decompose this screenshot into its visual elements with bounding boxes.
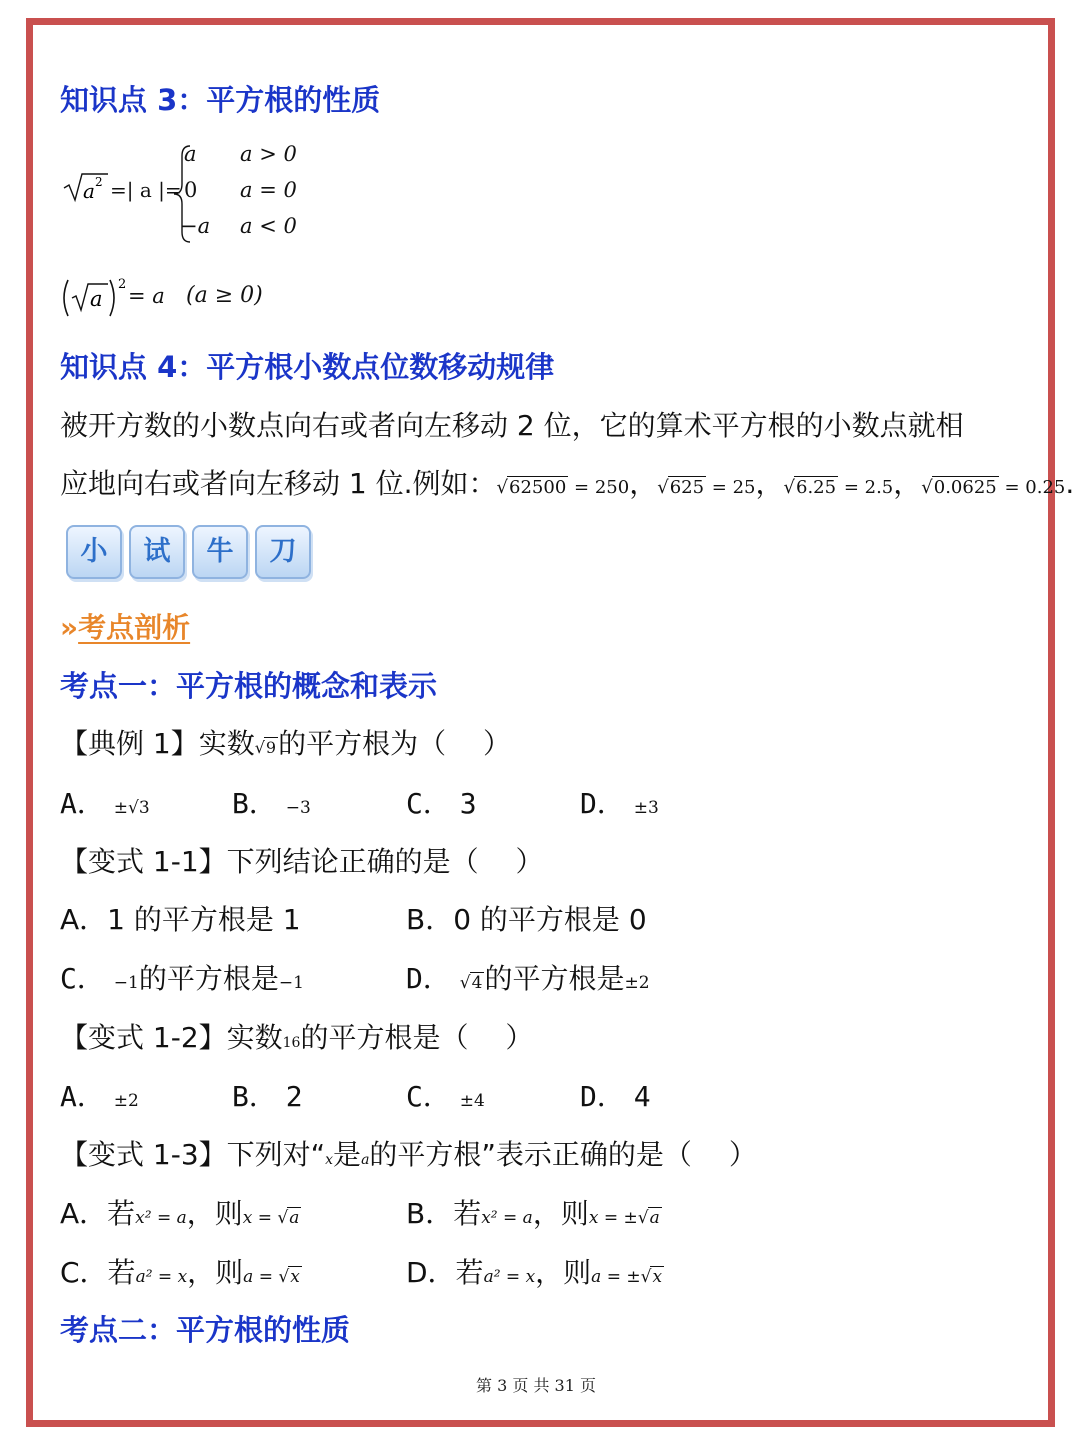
variant-1-1-stem: 【变式 1-1】下列结论正确的是（ ） [60, 845, 544, 878]
variant-1-3-stem: 【变式 1-3】下列对“x是a的平方根”表示正确的是（ ） [60, 1138, 757, 1171]
v13-option-a[interactable]: A．若x² = a，则x = √a [60, 1197, 300, 1230]
formula2-condition: (a ≥ 0) [186, 283, 263, 308]
badge-shi: 试 [129, 525, 185, 579]
example-1: √62500 = 250 [496, 477, 630, 498]
badge-xiao: 小 [66, 525, 122, 579]
v13-option-b[interactable]: B．若x² = a，则x = ±√a [406, 1197, 660, 1230]
case-1-value: a [184, 142, 197, 166]
analysis-label: 考点剖析 [78, 611, 191, 644]
variant-1-2-stem: 【变式 1-2】实数16的平方根是（ ） [60, 1021, 534, 1054]
case-1-condition: a > 0 [240, 142, 297, 166]
v13-option-d[interactable]: D．若a² = x，则a = ±√x [406, 1256, 663, 1289]
v11-option-d[interactable]: D． √4的平方根是±2 [406, 962, 650, 995]
example-4: √0.0625 = 0.25 [921, 477, 1066, 498]
formula2-rhs: = a [128, 284, 165, 308]
v11-option-c[interactable]: C． −1的平方根是−1 [60, 962, 304, 995]
sep-3: ， [893, 467, 922, 500]
v11-option-a[interactable]: A．1 的平方根是 1 [60, 903, 301, 936]
ex1-option-a[interactable]: A． ±√3 [60, 787, 150, 820]
v12-option-c[interactable]: C． ±4 [406, 1080, 485, 1113]
section-3-heading: 知识点 3：平方根的性质 [60, 83, 381, 117]
sep-1: ， [629, 467, 658, 500]
formula1-lhs: =| a |= [110, 178, 182, 202]
example-3: √6.25 = 2.5 [783, 477, 894, 498]
case-3-value: −a [180, 214, 211, 238]
kaodian-2-heading: 考点二：平方根的性质 [60, 1313, 351, 1347]
case-2-value: 0 [184, 178, 198, 202]
ex1-option-d[interactable]: D． ±3 [580, 787, 659, 820]
svg-text:a: a [90, 287, 103, 311]
v12-option-b[interactable]: B． 2 [232, 1080, 303, 1113]
end-period: . [1065, 467, 1075, 500]
ex1-option-b[interactable]: B． −3 [232, 787, 311, 820]
v12-option-a[interactable]: A． ±2 [60, 1080, 139, 1113]
case-2-condition: a = 0 [240, 178, 297, 202]
sep-2: ， [755, 467, 784, 500]
analysis-header [60, 606, 190, 646]
section-4-line1: 被开方数的小数点向右或者向左移动 2 位，它的算术平方根的小数点就相 [60, 409, 964, 442]
svg-text:2: 2 [118, 277, 127, 292]
practice-badges [66, 525, 318, 579]
line2-prefix: 应地向右或者向左移动 1 位.例如： [60, 467, 497, 500]
double-chevron-icon: » [60, 611, 79, 644]
svg-text:2: 2 [95, 175, 103, 189]
section-4-heading: 知识点 4：平方根小数点位数移动规律 [60, 350, 555, 384]
ex1-option-c[interactable]: C． 3 [406, 787, 477, 820]
example-2: √625 = 25 [657, 477, 756, 498]
example-1-stem: 【典例 1】实数√9的平方根为（ ） [60, 727, 512, 760]
section-4-line2 [60, 462, 1074, 502]
svg-text:a: a [83, 179, 95, 203]
page-footer: 第 3 页 共 31 页 [476, 1376, 596, 1395]
v12-option-d[interactable]: D． 4 [580, 1080, 651, 1113]
badge-niu: 牛 [192, 525, 248, 579]
badge-dao: 刀 [255, 525, 311, 579]
v13-option-c[interactable]: C．若a² = x，则a = √x [60, 1256, 300, 1289]
case-3-condition: a < 0 [240, 214, 297, 238]
kaodian-1-heading: 考点一：平方根的概念和表示 [60, 669, 438, 703]
v11-option-b[interactable]: B．0 的平方根是 0 [406, 903, 647, 936]
